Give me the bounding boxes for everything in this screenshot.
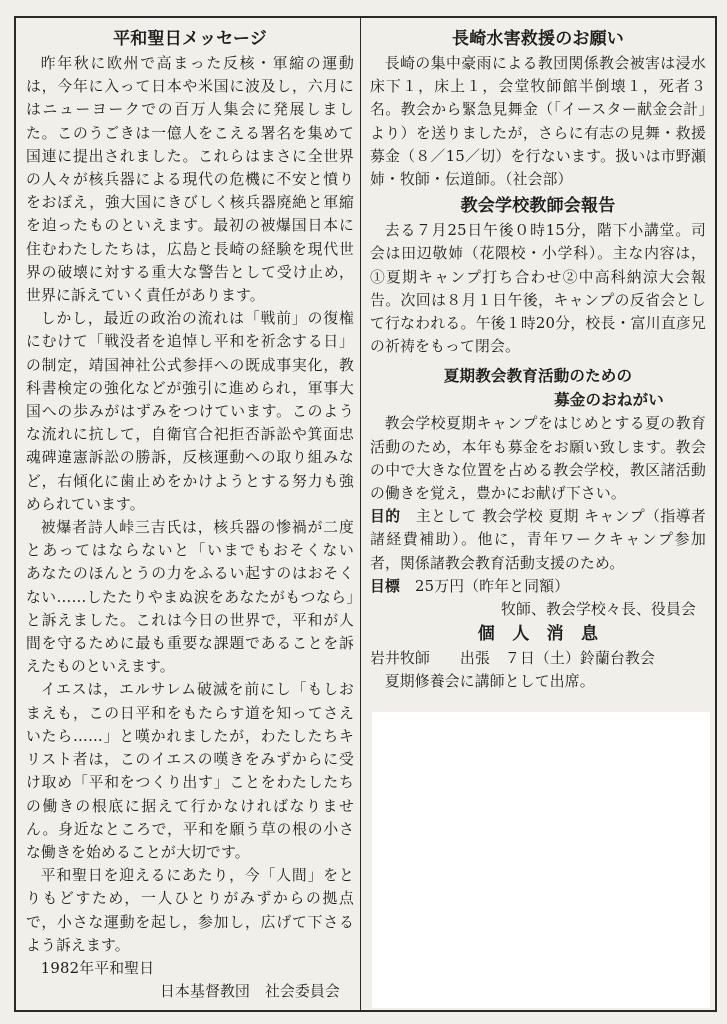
peace-message-title: 平和聖日メッセージ <box>113 29 267 49</box>
fund-purpose-text: 主として 教会学校 夏期 キャンプ（指導者諸経費補助）。他に，青年ワークキャンプ参加者，関係諸教会教育活動支援のため。 <box>370 508 707 572</box>
fund-title-line2: 募金のおねがい <box>554 391 664 410</box>
flood-relief-body: 長崎の集中豪雨による教団関係教会被害は浸水床下１，床上１，会堂牧師館半倒壊１，死者３名。教会から緊急見舞金（「イースター献金会計」より）を送りましたが，さらに有志の見舞・救援募金（８／15／切）を行ないます。扱いは市野瀬姉・牧師・伝道師。（社会部） <box>370 55 706 189</box>
fund-title-line1: 夏期教会教育活動のための <box>443 367 633 386</box>
personal-news-line1: 岩井牧師 出張 ７日（土）鈴蘭台教会 <box>370 650 655 668</box>
blank-area <box>372 712 710 1008</box>
peace-message-signature: 日本基督教団 社会委員会 <box>160 983 340 1001</box>
peace-message-paragraph-1: 昨年秋に欧州で高まった反核・軍縮の運動は，今年に入って日本や米国に波及し，六月にはニューヨークでの百万人集会に発展しました。このうごきは一億人をこえる署名を集めて国連に提出されました。これらはまさに全世界の人々が核兵器による現代の危機に不安と憤りをおぼえ，強大国にきびしく核兵器廃絶と軍縮を迫ったものといえます。最初の被爆国日本に住むわたしたちは，広島と長崎の経験を現代世界の破壊に対する重大な警告として受け止め，世界に訴えていく責任があります。 <box>26 55 354 305</box>
fund-goal <box>370 575 706 598</box>
notices-column <box>370 26 706 694</box>
fund-body: 教会学校夏期キャンプをはじめとする夏の教育活動のため，本年も募金をお願い致します。教会の中で大きな位置を占める教会学校，教区諸活動の働きを覚え，豊かにお献げ下さい。 <box>370 415 706 503</box>
peace-message-paragraph-4: イエスは，エルサレム破滅を前にし「もしおまえも，この日平和をもたらす道を知ってさえいたら……」と嘆かれましたが，わたしたちキリスト者は，このイエスの嘆きをみずからに受け取め「平和をつくり出す」ことをわたしたちの働きの根底に据えて行かなければなりません。身近なところで，平和を願う草の根の小さな働きを始めることが大切です。 <box>26 681 354 861</box>
teachers-report-title: 教会学校教師会報告 <box>460 196 616 217</box>
peace-message-paragraph-3: 被爆者詩人峠三吉氏は，核兵器の惨禍が二度とあってはならないと「いまでもおそくない あなたのほんとうの力をふるい起すのはおそくない……したたりやまぬ涙をあなたがもつなら」と訴えました。これは今日の世界で，平和が人間を守るために最も重要な課題であることを訴えたものといえます。 <box>26 519 369 676</box>
peace-message-column <box>26 26 369 1003</box>
personal-news-line2: 夏期修養会に講師として出席。 <box>384 673 595 691</box>
teachers-report-body: 去る７月25日午後０時15分，階下小講堂。司会は田辺敬姉（花隈校・小学科）。主な内容は，①夏期キャンプ打ち合わせ②中高科納涼大会報告。次回は８月１日午後，キャンプの反省会として行なわれる。午後１時20分，校長・富川直彦兄の祈祷をもって閉会。 <box>370 222 706 356</box>
fund-signature: 牧師、教会学校々長、役員会 <box>501 601 696 619</box>
flood-relief-title: 長崎水害救援のお願い <box>452 29 624 49</box>
peace-message-date: 1982年平和聖日 <box>40 959 155 977</box>
fund-goal-text: 25万円（昨年と同額） <box>415 577 570 595</box>
personal-news-title: 個 人 消 息 <box>477 624 599 645</box>
peace-message-paragraph-5: 平和聖日を迎えるにあたり，今「人間」をとりもどすため，一人ひとりがみずからの拠点で，小さな運動を起し，参加し，広げて下さるよう訴えます。 <box>26 867 354 954</box>
column-divider <box>360 16 361 1012</box>
peace-message-paragraph-2: しかし，最近の政治の流れは「戦前」の復権にむけて「戦没者を追悼し平和を祈念する日」の制定，靖国神社公式参拝への既成事実化，教科書検定の強化などが強引に進められ，軍事大国への歩みがはずみをつけています。このような流れに抗して，自衛官合祀拒否訴訟や箕面忠魂碑違憲訴訟の勝訴，反核運動への取り組みなど，右傾化に歯止めをかけようとする努力も強められています。 <box>26 310 354 513</box>
fund-goal-label: 目標 <box>370 577 400 595</box>
fund-purpose <box>370 505 706 575</box>
fund-purpose-label: 目的 <box>370 508 401 526</box>
